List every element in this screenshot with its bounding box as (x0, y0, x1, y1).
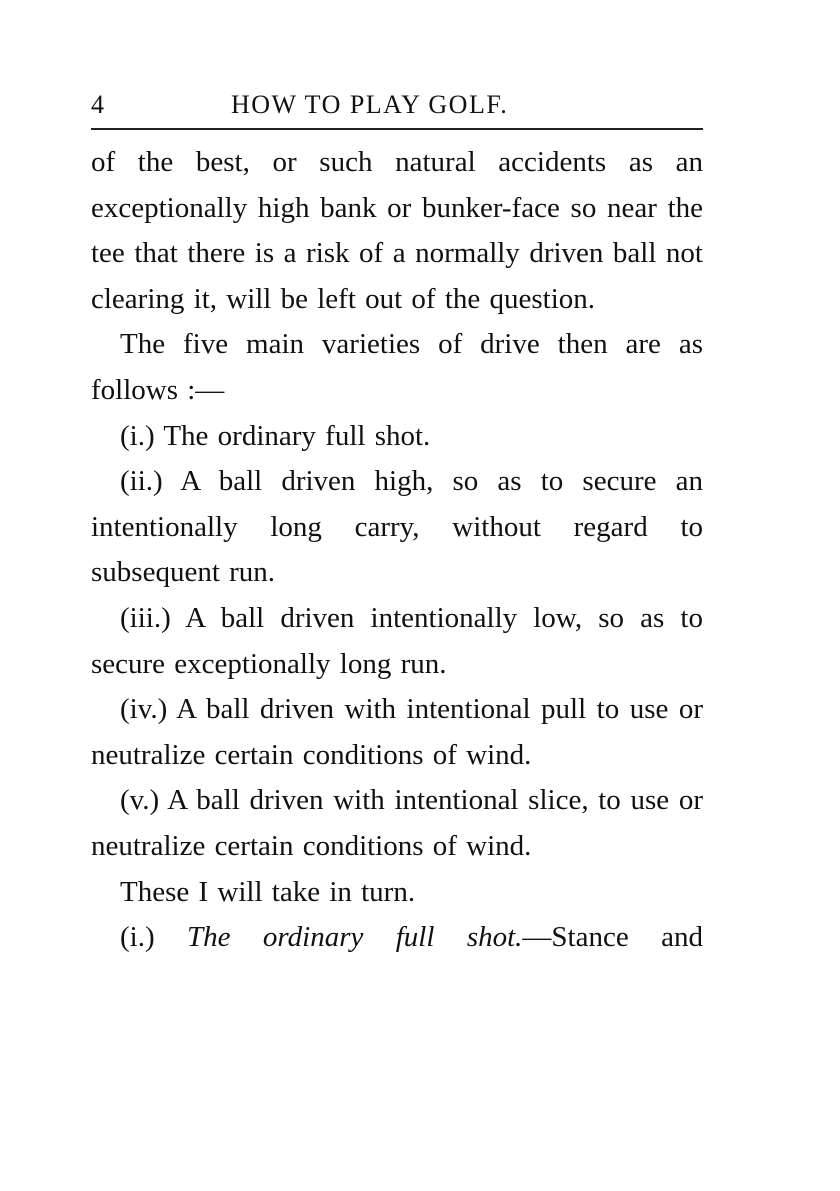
paragraph-continuation: of the best, or such natural accidents as an exceptionally high bank or bunker-face so near the tee that there is a risk of a normally driven ball not clearing it, will be left out of the question. (91, 146, 703, 315)
section-title-italic: The ordinary full shot. (187, 921, 523, 954)
section-number: (i.) (120, 921, 155, 954)
list-item-i: (i.) The ordinary full shot. (120, 419, 431, 452)
page-number: 4 (91, 90, 105, 119)
page-header (91, 84, 703, 124)
body-text (91, 140, 703, 961)
running-title: HOW TO PLAY GOLF. (231, 90, 509, 119)
paragraph-varieties-intro: The five main varieties of drive then are as follows :— (91, 328, 703, 406)
list-item-v: (v.) A ball driven with intentional slice, to use or neutralize certain conditions of wind. (91, 784, 703, 862)
list-item-iv: (iv.) A ball driven with intentional pull to use or neutralize certain conditions of wind. (91, 693, 703, 771)
header-rule (91, 128, 703, 130)
paragraph-take-in-turn: These I will take in turn. (120, 875, 416, 908)
list-item-ii: (ii.) A ball driven high, so as to secure an intentionally long carry, without regard to subsequent run. (91, 465, 703, 589)
paragraph-ordinary-full-shot (91, 915, 703, 961)
section-text: —Stance and (522, 921, 703, 954)
list-item-iii: (iii.) A ball driven intentionally low, so as to secure exceptionally long run. (91, 601, 703, 680)
